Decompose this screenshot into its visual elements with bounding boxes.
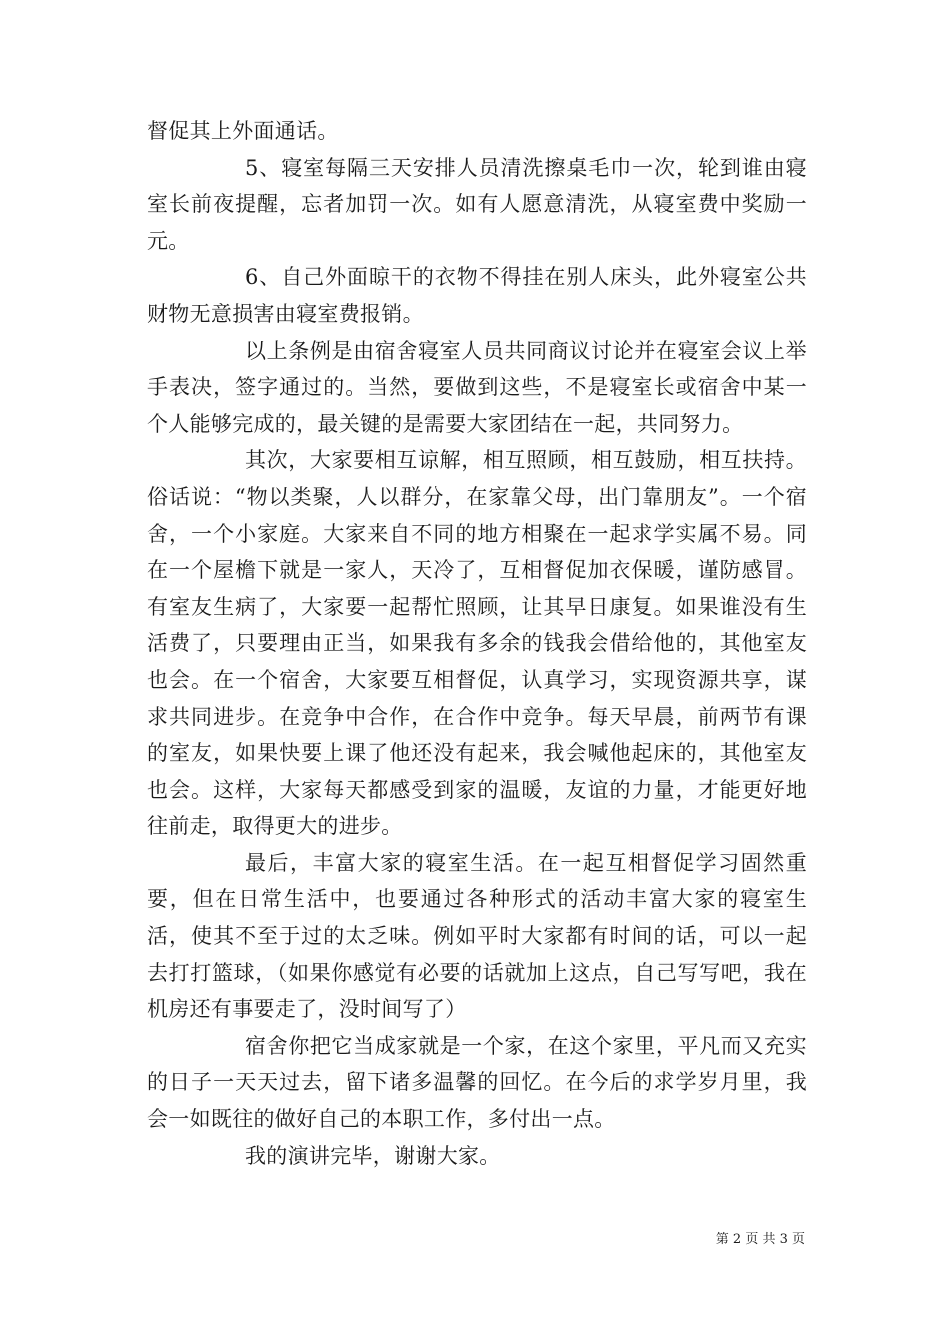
paragraph-7: 宿舍你把它当成家就是一个家，在这个家里，平凡而又充实的日子一天天过去，留下诸多温馨的回忆。在今后的求学岁月里，我会一如既往的做好自己的本职工作，多付出一点。 (147, 1033, 807, 1132)
paragraph-3: 6、自己外面晾干的衣物不得挂在别人床头，此外寝室公共财物无意损害由寝室费报销。 (147, 265, 807, 326)
paragraph-5: 其次，大家要相互谅解，相互照顾，相互鼓励，相互扶持。俗话说：“物以类聚，人以群分，在家靠父母，出门靠朋友”。一个宿舍，一个小家庭。大家来自不同的地方相聚在一起求学实属不易。同在一个屋檐下就是一家人，天冷了，互相督促加衣保暖，谨防感冒。有室友生病了，大家要一起帮忙照顾，让其早日康复。如果谁没有生活费了，只要理由正当，如果我有多余的钱我会借给他的，其他室友也会。在一个宿舍，大家要互相督促，认真学习，实现资源共享，谋求共同进步。在竞争中合作，在合作中竞争。每天早晨，前两节有课的室友，如果快要上课了他还没有起来，我会喊他起床的，其他室友也会。这样，大家每天都感受到家的温暖，友谊的力量，才能更好地往前走，取得更大的进步。 (147, 448, 807, 839)
paragraph-4: 以上条例是由宿舍寝室人员共同商议讨论并在寝室会议上举手表决，签字通过的。当然，要做到这些，不是寝室长或宿舍中某一个人能够完成的，最关键的是需要大家团结在一起，共同努力。 (147, 338, 807, 436)
document-body (147, 113, 807, 1174)
paragraph-6: 最后，丰富大家的寝室生活。在一起互相督促学习固然重要，但在日常生活中，也要通过各种形式的活动丰富大家的寝室生活，使其不至于过的太乏味。例如平时大家都有时间的话，可以一起去打打篮球，（如果你感觉有必要的话就加上这点，自己写写吧，我在机房还有事要走了，没时间写了） (147, 850, 807, 1022)
paragraph-2: 5、寝室每隔三天安排人员清洗擦桌毛巾一次，轮到谁由寝室长前夜提醒，忘者加罚一次。如有人愿意清洗，从寝室费中奖励一元。 (147, 155, 807, 253)
paragraph-8: 我的演讲完毕，谢谢大家。 (245, 1143, 501, 1168)
paragraph-1: 督促其上外面通话。 (147, 119, 339, 143)
page-number-footer: 第 2 页 共 3 页 (715, 1232, 805, 1247)
